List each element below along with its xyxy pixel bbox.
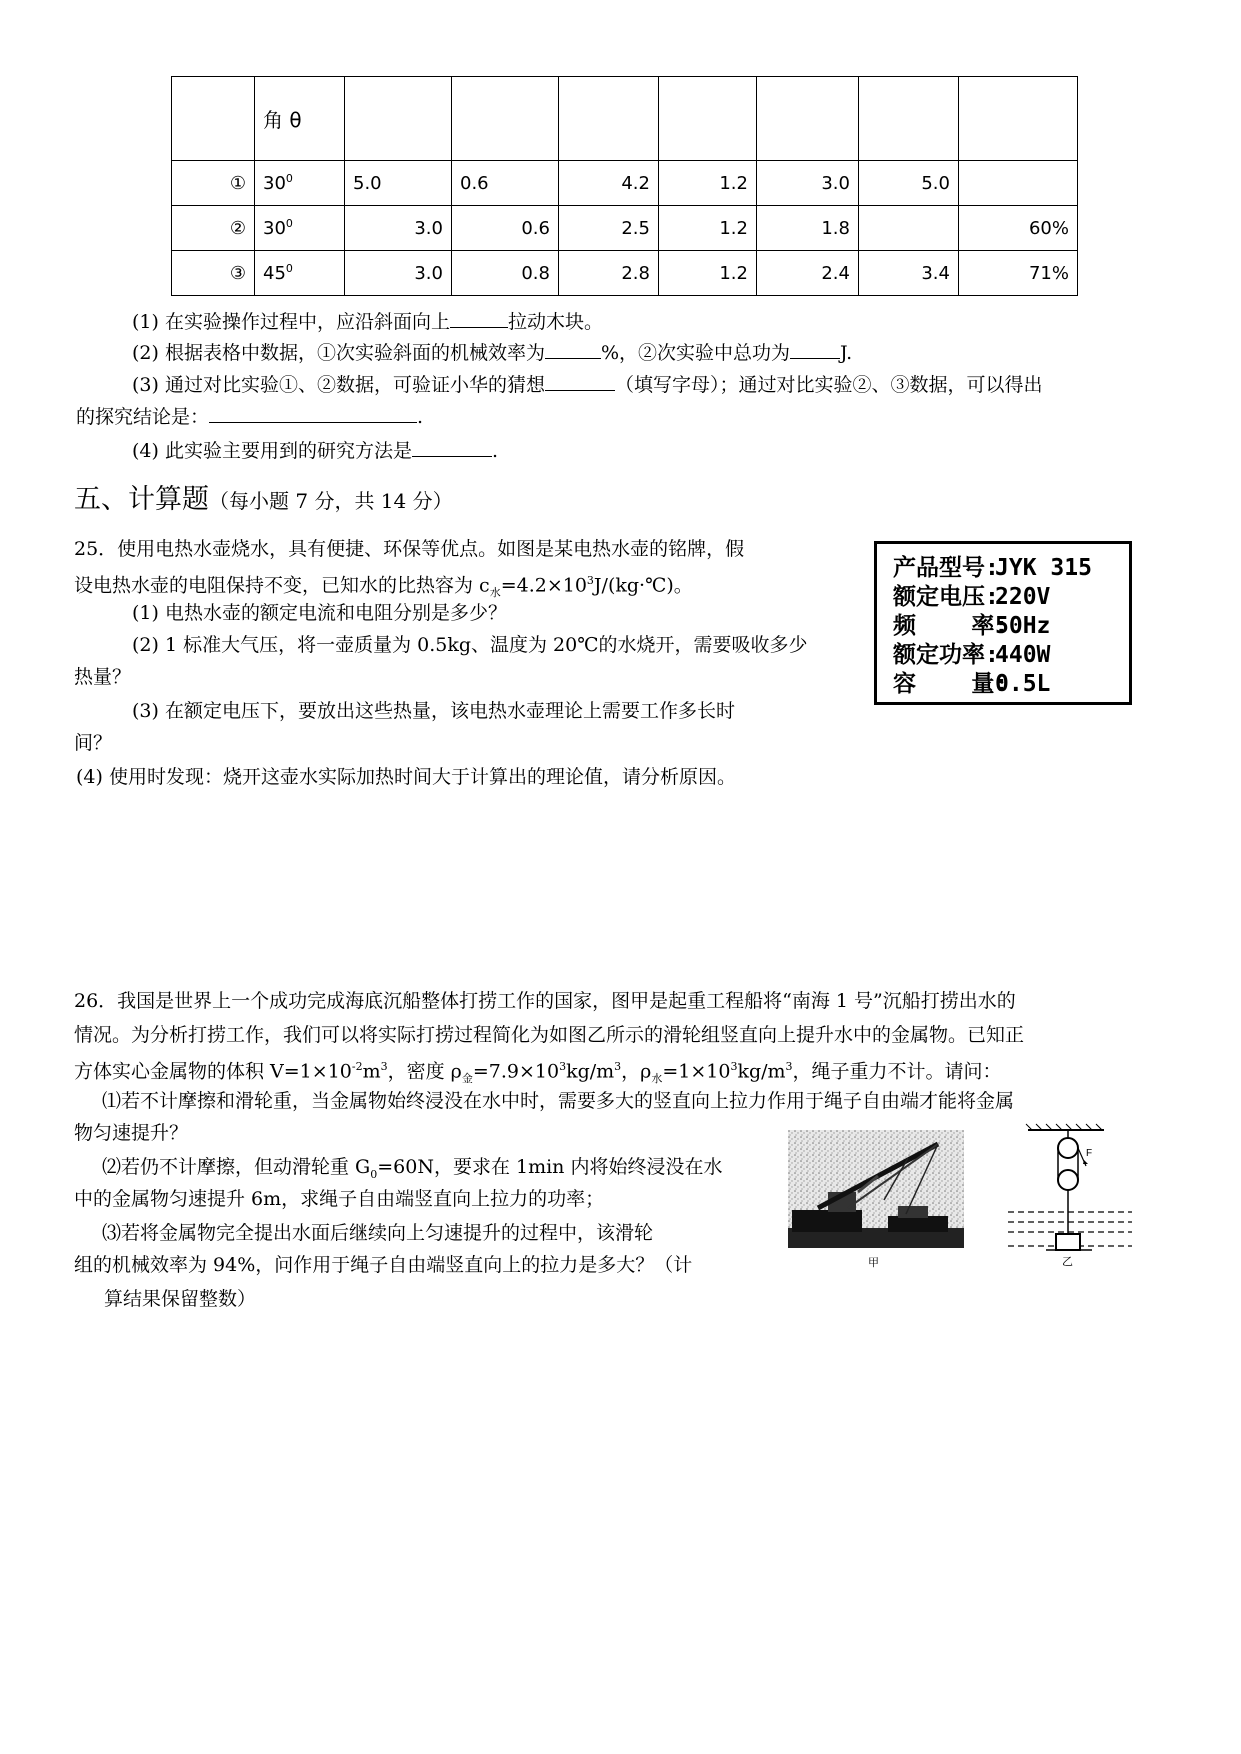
trial-index: ③ bbox=[172, 251, 255, 296]
q26-part3-cont: 组的机械效率为 94%，问作用于绳子自由端竖直向上的拉力是多大？（计 bbox=[74, 1254, 693, 1276]
q26-part2-cont: 中的金属物匀速提升 6m，求绳子自由端竖直向上拉力的功率； bbox=[74, 1188, 605, 1210]
trial-index: ② bbox=[172, 206, 255, 251]
table-cell: 0.6 bbox=[452, 206, 559, 251]
table-row bbox=[172, 161, 1078, 206]
table-cell: 2.8 bbox=[559, 251, 659, 296]
table-cell: 0.8 bbox=[452, 251, 559, 296]
table-cell: 3.0 bbox=[757, 161, 859, 206]
nameplate-row: 产品型号: JYK 315 bbox=[893, 555, 1092, 581]
table-header-cell bbox=[959, 77, 1078, 161]
answer-blank[interactable] bbox=[209, 404, 417, 423]
table-header-cell: 角 θ bbox=[255, 77, 345, 161]
table-cell: 5.0 bbox=[859, 161, 959, 206]
table-cell bbox=[859, 206, 959, 251]
q26-stem-line2: 情况。为分析打捞工作，我们可以将实际打捞过程简化为如图乙所示的滑轮组竖直向上提升水中的金属物。已知正 bbox=[74, 1024, 1025, 1046]
table-header-cell bbox=[859, 77, 959, 161]
nameplate-row: 频 率: 50Hz bbox=[893, 613, 1051, 639]
table-cell: 3.4 bbox=[859, 251, 959, 296]
table-header-row bbox=[172, 77, 1078, 161]
table-cell: 2.5 bbox=[559, 206, 659, 251]
trial-index: ① bbox=[172, 161, 255, 206]
table-header-cell bbox=[345, 77, 452, 161]
q26-part1: ⑴若不计摩擦和滑轮重，当金属物始终浸没在水中时，需要多大的竖直向上拉力作用于绳子自由端才能将金属 bbox=[102, 1090, 1015, 1112]
answer-blank[interactable] bbox=[412, 438, 492, 457]
q25-part2: (2) 1 标准大气压，将一壶质量为 0.5kg、温度为 20℃的水烧开，需要吸收多少 bbox=[132, 634, 808, 656]
answer-blank[interactable] bbox=[545, 372, 615, 391]
table-cell: 1.2 bbox=[659, 161, 757, 206]
table-header-cell bbox=[452, 77, 559, 161]
answer-blank[interactable] bbox=[545, 340, 601, 359]
table-cell: 2.4 bbox=[757, 251, 859, 296]
table-cell: 3.0 bbox=[345, 206, 452, 251]
table-header-cell bbox=[757, 77, 859, 161]
experiment-table bbox=[171, 76, 1078, 296]
nameplate-row: 容 量: 0.5L bbox=[893, 671, 1051, 697]
q25-stem-line2: 设电热水壶的电阻保持不变，已知水的比热容为 $c_水=4.2\times 10^3J/(kg\cdot℃)$。 bbox=[74, 574, 693, 600]
q25-part2-cont: 热量？ bbox=[74, 666, 132, 688]
table-cell: 5.0 bbox=[345, 161, 452, 206]
q26-stem-line3: 方体实心金属物的体积 $V=1\times 10^{-2}m^3$，密度 $\rho_金=7.9\times 10^3kg/m^3$，$\rho_水=1\times 10^3kg/m^3$，绳子重力不计。请问： bbox=[74, 1060, 1002, 1086]
q25-part3-cont: 间？ bbox=[74, 732, 113, 754]
table-header-cell bbox=[559, 77, 659, 161]
force-label: F bbox=[1086, 1148, 1093, 1159]
table-cell: 4.2 bbox=[559, 161, 659, 206]
q26-stem-line1: 26．我国是世界上一个成功完成海底沉船整体打捞工作的国家，图甲是起重工程船将“南海 1 号”沉船打捞出水的 bbox=[74, 990, 1016, 1012]
figure-label-a: 甲 bbox=[868, 1257, 879, 1269]
table-cell: 1.8 bbox=[757, 206, 859, 251]
q26-part3: ⑶若将金属物完全提出水面后继续向上匀速提升的过程中，该滑轮 bbox=[102, 1222, 654, 1244]
q24-part4: (4) 此实验主要用到的研究方法是 . bbox=[132, 440, 499, 462]
q25-part4: (4) 使用时发现：烧开这壶水实际加热时间大于计算出的理论值，请分析原因。 bbox=[76, 766, 736, 788]
crane-ship-photo bbox=[788, 1130, 970, 1270]
q26-part1-cont: 物匀速提升？ bbox=[74, 1122, 189, 1144]
table-cell: 3.0 bbox=[345, 251, 452, 296]
q25-stem-line1: 25．使用电热水壶烧水，具有便捷、环保等优点。如图是某电热水壶的铭牌，假 bbox=[74, 538, 745, 560]
answer-blank[interactable] bbox=[450, 309, 508, 328]
angle-cell: $30^0$ bbox=[255, 206, 345, 251]
pulley-diagram bbox=[1000, 1120, 1140, 1270]
table-row bbox=[172, 206, 1078, 251]
angle-cell: $30^0$ bbox=[255, 161, 345, 206]
table-cell bbox=[959, 161, 1078, 206]
answer-blank[interactable] bbox=[790, 340, 840, 359]
q24-part1: (1) 在实验操作过程中，应沿斜面向上 拉动木块。 bbox=[132, 311, 603, 333]
table-cell: 0.6 bbox=[452, 161, 559, 206]
table-header-cell bbox=[172, 77, 255, 161]
q25-part1: (1) 电热水壶的额定电流和电阻分别是多少？ bbox=[132, 602, 507, 624]
table-header-cell bbox=[659, 77, 757, 161]
nameplate-row: 额定功率: 440W bbox=[893, 642, 1051, 668]
q26-part2: ⑵若仍不计摩擦，但动滑轮重 $G_0=60N$，要求在 1min 内将始终浸没在水 bbox=[102, 1156, 723, 1181]
figure-label-b: 乙 bbox=[1062, 1256, 1073, 1268]
q25-part3: (3) 在额定电压下，要放出这些热量，该电热水壶理论上需要工作多长时 bbox=[132, 700, 735, 722]
angle-cell: $45^0$ bbox=[255, 251, 345, 296]
nameplate-row: 额定电压: 220V bbox=[893, 584, 1051, 610]
q24-part2: (2) 根据表格中数据，①次实验斜面的机械效率为 %，②次实验中总功为 J. bbox=[132, 342, 853, 364]
q24-part3-cont: 的探究结论是： . bbox=[76, 406, 424, 428]
kettle-nameplate bbox=[874, 541, 1132, 705]
table-cell: 1.2 bbox=[659, 251, 757, 296]
table-row bbox=[172, 251, 1078, 296]
table-cell: 60% bbox=[959, 206, 1078, 251]
table-cell: 71% bbox=[959, 251, 1078, 296]
table-cell: 1.2 bbox=[659, 206, 757, 251]
q26-part3-cont2: 算结果保留整数） bbox=[104, 1288, 257, 1310]
q24-part3: (3) 通过对比实验①、②数据，可验证小华的猜想 （填写字母）；通过对比实验②、③数据，可以得出 bbox=[132, 374, 1043, 396]
section-heading: 五、计算题（每小题 7 分，共 14 分） bbox=[74, 484, 453, 515]
